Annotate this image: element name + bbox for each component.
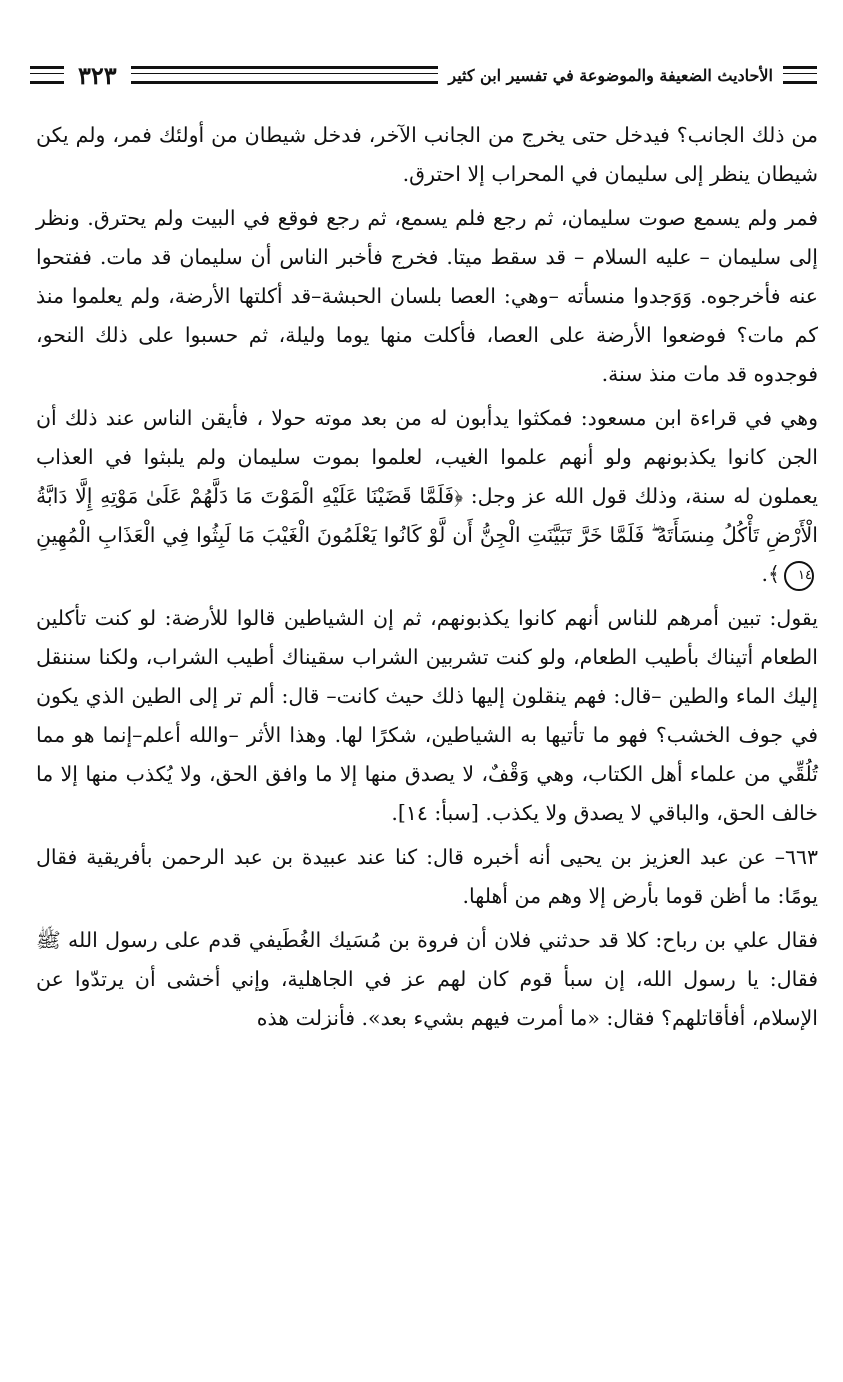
paragraph: فقال علي بن رباح: كلا قد حدثني فلان أن فروة بن مُسَيك الغُطَيفي قدم على رسول الله ﷺ فقال: يا رسول الله، إن سبأ قوم كان لهم عز في الجاهلية، وإني أخشى أن يرتدّوا عن الإسلام، أفأقاتلهم؟ فقال: «ما أمرت فيهم بشيء بعد». فأنزلت هذه: [36, 928, 818, 1030]
ayah-number-marker: ١٤: [784, 561, 814, 591]
paragraph: يقول: تبين أمرهم للناس أنهم كانوا يكذبونهم، ثم إن الشياطين قالوا للأرضة: لو كنت تأكلين الطعام أتيناك بأطيب الطعام، ولو كنت تشربين الشراب سقيناك أطيب الشراب، ولكنا سننقل إليك الماء والطين –قال: فهم ينقلون إليها ذلك حيث كانت– قال: ألم تر إلى الطين الذي يكون في جوف الخشب؟ فهو ما تأتيها به الشياطين، شكرًا لها. وهذا الأثر –والله أعلم–إنما هو مما تُلُقِّي من علماء أهل الكتاب، وهي وَقْفٌ، لا يصدق منها إلا ما وافق الحق، ولا يُكذب منها إلا ما خالف الحق، والباقي لا يصدق ولا يكذب. [سبأ: ١٤].: [36, 606, 818, 825]
header-rule-left: [30, 66, 64, 84]
header-rule-right: [783, 66, 817, 84]
running-header: [30, 58, 817, 92]
page-number: ٣٢٣: [78, 60, 117, 90]
quran-intro: وهي في قراءة ابن مسعود: فمكثوا يدأبون له من بعد موته حولا ، فأيقن الناس عند ذلك أن الجن كانوا يكذبونهم ولو أنهم علموا الغيب، لعلموا بموت سليمان ولم يلبثوا في العذاب يعملون له سنة، وذلك قول الله عز وجل:: [36, 406, 818, 508]
paragraph: فمر ولم يسمع صوت سليمان، ثم رجع فلم يسمع، ثم رجع فوقع في البيت ولم يحترق. ونظر إلى سليمان – عليه السلام – قد سقط ميتا. فخرج فأخبر الناس أن سليمان قد مات. ففتحوا عنه فأخرجوه. وَوَجدوا منسأته –وهي: العصا بلسان الحبشة–قد أكلتها الأرضة، ولم يعلموا منذ كم مات؟ فوضعوا الأرضة على العصا، فأكلت منها يوما وليلة، ثم حسبوا على ذلك النحو، فوجدوه قد مات منذ سنة.: [36, 206, 818, 386]
page-body: [36, 116, 818, 1043]
header-rule-middle: [131, 66, 439, 84]
paragraph: من ذلك الجانب؟ فيدخل حتى يخرج من الجانب الآخر، فدخل شيطان من أولئك فمر، ولم يكن شيطان ينظر إلى سليمان في المحراب إلا احترق.: [36, 123, 818, 186]
book-title: الأحاديث الضعيفة والموضوعة في تفسير ابن كثير: [448, 65, 773, 85]
quran-closing: ﴾.: [761, 562, 780, 586]
quran-verse: ﴿فَلَمَّا قَضَيْنَا عَلَيْهِ الْمَوْتَ مَا دَلَّهُمْ عَلَىٰ مَوْتِهِ إِلَّا دَابَّةُ الْأَرْضِ تَأْكُلُ مِنسَأَتَهُ ۖ فَلَمَّا خَرَّ تَبَيَّنَتِ الْجِنُّ أَن لَّوْ كَانُوا يَعْلَمُونَ الْغَيْبَ مَا لَبِثُوا فِي الْعَذَابِ الْمُهِينِ: [36, 484, 818, 547]
paragraph: ٦٦٣– عن عبد العزيز بن يحيى أنه أخبره قال: كنا عند عبيدة بن عبد الرحمن بأفريقية فقال يومًا: ما أظن قوما بأرض إلا وهم من أهلها.: [36, 845, 818, 908]
quran-paragraph: [36, 399, 818, 594]
